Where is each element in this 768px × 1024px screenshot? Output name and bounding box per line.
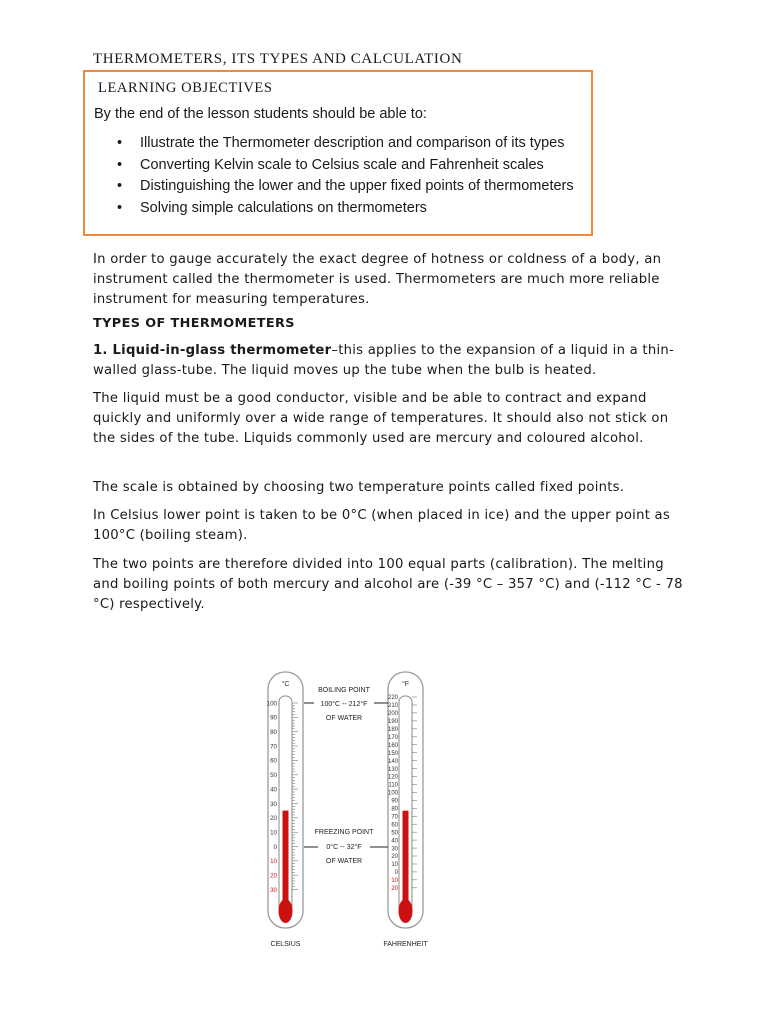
celsius-liquid-column [283,811,289,911]
fahrenheit-tick-label: 190 [387,719,398,726]
celsius-tick-label: 30 [270,800,277,808]
fahrenheit-tick-label: 0 [394,870,398,877]
learning-objectives-box [83,70,593,236]
liquid-properties-paragraph: The liquid must be a good conductor, visible and be able to contract and expand quickly and uniformly over a wide range of temperatures. It should also not stick on the sides of the tube. Liquids commonly used are mercury and coloured alcohol. [93,391,669,446]
list-item [117,155,574,177]
freezing-point-suffix: OF WATER [325,858,363,865]
fixed-points-paragraph: The scale is obtained by choosing two temperature points called fixed points. [93,480,625,495]
celsius-tick-label: 20 [270,815,277,823]
fahrenheit-tick-label: 200 [387,711,398,718]
fahrenheit-tick-label: 140 [387,758,398,765]
list-item [117,198,574,220]
liquid-in-glass-paragraph [93,341,683,381]
celsius-tick-label: 40 [270,786,277,794]
objective-text: Illustrate the Thermometer description and comparison of its types [140,135,565,151]
objectives-list [117,133,574,219]
freezing-point-label: FREEZING POINT [314,829,374,836]
fahrenheit-tick-label: 130 [387,766,398,773]
fahrenheit-tick-label: 10 [391,878,398,884]
boiling-point-suffix: OF WATER [325,715,363,722]
celsius-unit-label: °C [281,681,290,688]
fahrenheit-tick-label: 160 [387,742,398,749]
fahrenheit-tick-label: 20 [391,886,398,892]
fahrenheit-tick-label: 210 [387,703,398,710]
liquid-in-glass-description: –this applies to the expansion of a liquid in a thin-walled glass-tube. The liquid moves up the tube when the bulb is heated. [93,343,674,378]
celsius-caption: CELSIUS [270,941,301,948]
fahrenheit-tick-label: 70 [391,814,398,821]
celsius-tick-label: 90 [270,714,277,722]
objectives-intro: By the end of the lesson students should be able to: [94,106,427,122]
fahrenheit-tick-label: 80 [391,806,398,813]
thermometer-figure [262,666,442,956]
page-title: THERMOMETERS, ITS TYPES AND CALCULATION [93,51,463,67]
bullet-icon: • [117,135,123,151]
fahrenheit-tick-label: 100 [387,790,398,797]
objective-text: Distinguishing the lower and the upper fixed points of thermometers [140,178,574,195]
celsius-tick-label: 20 [270,872,277,880]
fahrenheit-tick-label: 50 [391,830,398,837]
fahrenheit-tick-label: 120 [387,774,398,781]
celsius-tick-label: 30 [270,886,277,894]
freezing-point-value: 0°C -- 32°F [326,844,362,851]
fahrenheit-tick-label: 20 [391,854,398,861]
liquid-in-glass-term: 1. Liquid-in-glass thermometer [93,343,332,358]
boiling-point-value: 100°C -- 212°F [320,701,368,708]
bullet-icon: • [117,199,123,216]
thermometer-diagram [262,666,442,956]
fahrenheit-tick-label: 30 [391,846,398,853]
fahrenheit-tick-label: 220 [387,695,398,702]
fahrenheit-tick-label: 60 [391,822,398,829]
intro-paragraph: In order to gauge accurately the exact degree of hotness or coldness of a body, an instrument called the thermometer is used. Thermometers are much more reliable instrument for measuring temperatures. [93,252,662,307]
celsius-tick-label: 70 [270,743,277,751]
fahrenheit-tick-label: 150 [387,750,398,757]
boiling-point-label: BOILING POINT [318,687,370,694]
fahrenheit-tick-label: 40 [391,838,398,845]
objective-text: Solving simple calculations on thermometers [140,199,427,216]
types-heading: TYPES OF THERMOMETERS [93,316,295,331]
fahrenheit-tick-label: 170 [387,735,398,741]
fahrenheit-tick-label: 90 [391,798,398,805]
fahrenheit-caption: FAHRENHEIT [383,941,428,948]
bullet-icon: • [117,156,123,173]
celsius-tick-label: 10 [270,829,277,837]
objectives-heading: LEARNING OBJECTIVES [98,80,273,96]
fahrenheit-tick-label: 10 [391,862,398,869]
celsius-points-paragraph: In Celsius lower point is taken to be 0°C (when placed in ice) and the upper point as 100°C (boiling steam). [93,508,671,543]
celsius-tick-label: 60 [270,757,277,765]
celsius-tick-label: 0 [273,843,277,851]
fahrenheit-bulb [399,899,413,923]
celsius-tick-label: 80 [270,729,277,736]
fahrenheit-tick-label: 180 [387,727,398,733]
calibration-paragraph: The two points are therefore divided into 100 equal parts (calibration). The melting and boiling points of both mercury and alcohol are (-39 °C – 357 °C) and (-112 °C - 78 °C) respectively. [93,557,683,612]
celsius-bulb [279,899,293,923]
celsius-tick-label: 10 [270,858,277,866]
fahrenheit-tick-label: 110 [388,782,398,789]
bullet-icon: • [117,178,123,195]
celsius-tick-label: 50 [270,772,277,779]
list-item [117,133,574,155]
fahrenheit-unit-label: °F [401,681,410,688]
list-item [117,176,574,198]
celsius-tick-label: 100 [266,700,277,708]
objective-text: Converting Kelvin scale to Celsius scale and Fahrenheit scales [140,156,544,173]
fahrenheit-liquid-column [403,811,409,911]
